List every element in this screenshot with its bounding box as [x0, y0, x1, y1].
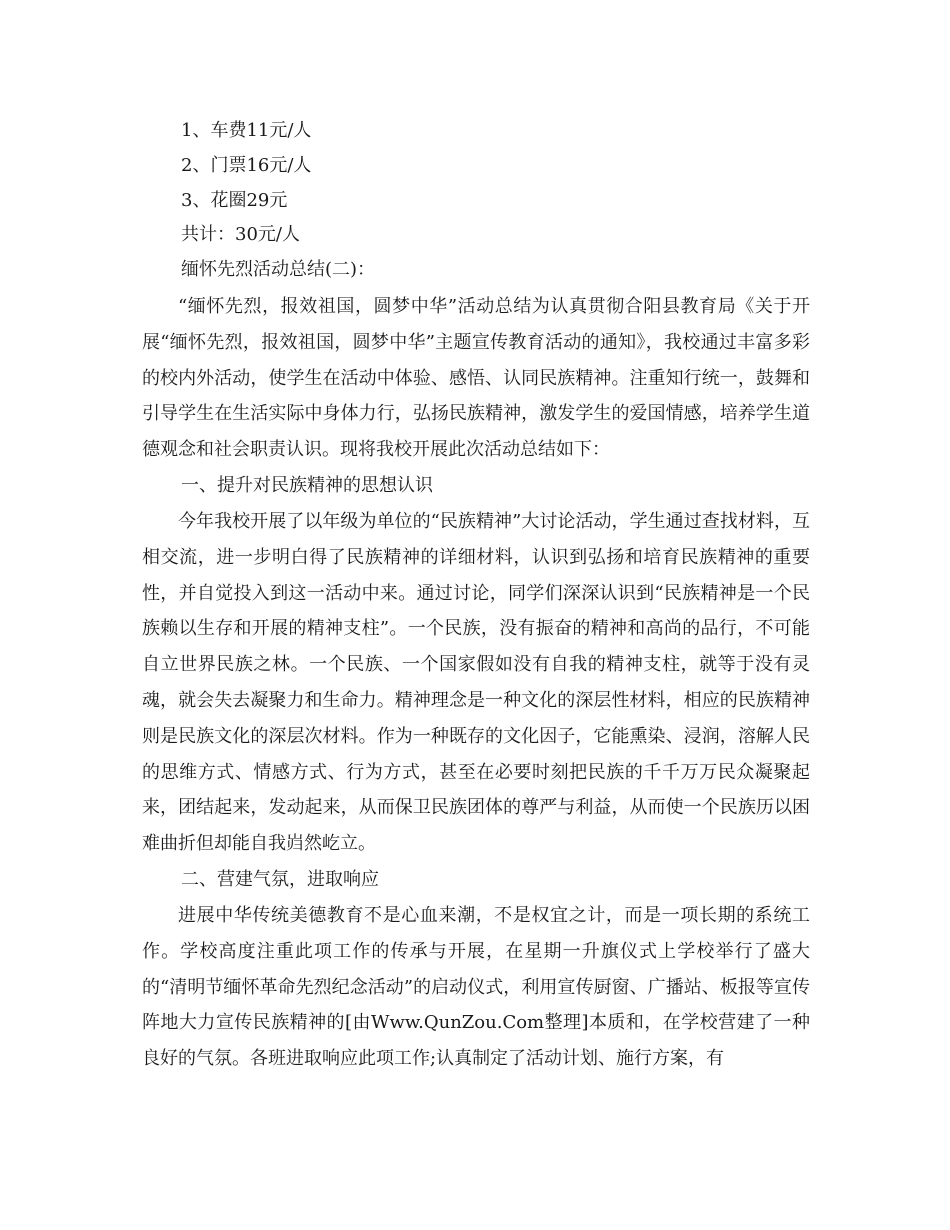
cost-item-ticket: 2、门票16元/人 — [181, 154, 312, 176]
cost-total: 共计：30元/人 — [181, 224, 300, 246]
section-title: 缅怀先烈活动总结(二)： — [181, 259, 376, 281]
cost-item-fare: 1、车费11元/人 — [181, 120, 312, 141]
paragraph-one: 今年我校开展了以年级为单位的“民族精神”大讨论活动，学生通过查找材料，互相交流，进一步明白得了民族精神的详细材料，认识到弘扬和培育民族精神的重要性，并自觉投入到这一活动中来。通过讨论，同学们深深认识到“民族精神是一个民族赖以生存和开展的精神支柱”。一个民族，没有振奋的精神和高尚的品行，不可能自立世界民族之林。一个民族、一个国家假如没有自我的精神支柱，就等于没有灵魂，就会失去凝聚力和生命力。精神理念是一种文化的深层性材料，相应的民族精神则是民族文化的深层次材料。作为一种既存的文化因子，它能熏染、浸润，溶解人民的思维方式、情感方式、行为方式，甚至在必要时刻把民族的千千万万民众凝聚起来，团结起来，发动起来，从而保卫民族团体的尊严与利益，从而使一个民族历以困难曲折但却能自我岿然屹立。 — [142, 510, 810, 855]
heading-one: 一、提升对民族精神的思想认识 — [181, 474, 433, 496]
intro-paragraph: “缅怀先烈，报效祖国，圆梦中华”活动总结为认真贯彻合阳县教育局《关于开展“缅怀先烈，报效祖国，圆梦中华”主题宣传教育活动的通知》，我校通过丰富多彩的校内外活动，使学生在活动中体验、感悟、认同民族精神。注重知行统一，鼓舞和引导学生在生活实际中身体力行，弘扬民族精神，激发学生的爱国情感，培养学生道德观念和社会职责认识。现将我校开展此次活动总结如下： — [142, 295, 810, 461]
document-body — [142, 114, 810, 1077]
paragraph-two: 进展中华传统美德教育不是心血来潮，不是权宜之计，而是一项长期的系统工作。学校高度注重此项工作的传承与开展，在星期一升旗仪式上学校举行了盛大的“清明节缅怀革命先烈纪念活动”的启动仪式，利用宣传厨窗、广播站、板报等宣传阵地大力宣传民族精神的[由Www.QunZou.Com整理]本质和，在学校营建了一种良好的气氛。各班进取响应此项工作;认真制定了活动计划、施行方案，有 — [142, 904, 810, 1070]
heading-two: 二、营建气氛，进取响应 — [181, 868, 379, 890]
cost-item-wreath: 3、花圈29元 — [181, 189, 288, 211]
